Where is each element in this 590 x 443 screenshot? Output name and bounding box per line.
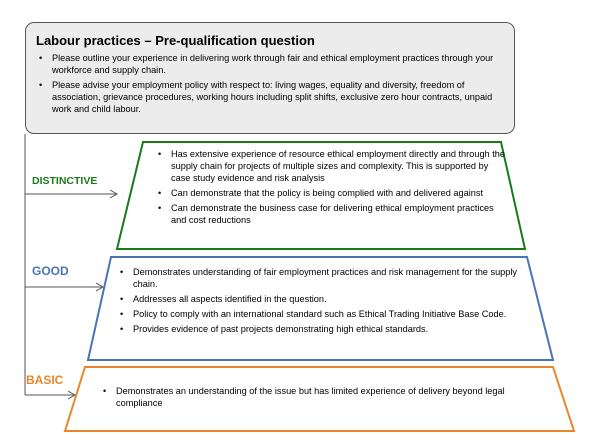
good-bullet: • Demonstrates understanding of fair employment practices and risk management for the supply chain. [117,266,527,290]
good-content [117,266,527,338]
question-bullet: • Please advise your employment policy with respect to: living wages, equality and diversity, freedom of association, grievance procedures, working hours including split shifts, exclusive zero hour contracts, unpaid work and child labour. [36,79,504,115]
distinctive-content [155,148,505,229]
distinctive-bullet: • Can demonstrate the business case for delivering ethical employment practices and cost reductions [155,202,505,226]
question-list [36,52,504,115]
question-bullet: • Please outline your experience in delivering work through fair and ethical employment practices through your workforce and supply chain. [36,52,504,76]
basic-content [100,385,530,412]
good-bullet: • Provides evidence of past projects demonstrating high ethical standards. [117,323,527,335]
basic-label: BASIC [26,373,64,387]
good-bullet: • Policy to comply with an international standard such as Ethical Trading Initiative Base Code. [117,308,527,320]
distinctive-bullet: • Has extensive experience of resource ethical employment directly and through the supply chain for projects of multiple sizes and complexity. This is supported by case study evidence and risk analysis [155,148,505,184]
basic-bullet: • Demonstrates an understanding of the issue but has limited experience of delivery beyond legal compliance [100,385,530,409]
good-label: GOOD [32,264,69,278]
distinctive-bullet: • Can demonstrate that the policy is being complied with and delivered against [155,187,505,199]
distinctive-label: DISTINCTIVE [32,175,98,187]
question-title: Labour practices – Pre-qualification question [36,33,315,48]
good-bullet: • Addresses all aspects identified in the question. [117,293,527,305]
question-box [25,22,515,134]
